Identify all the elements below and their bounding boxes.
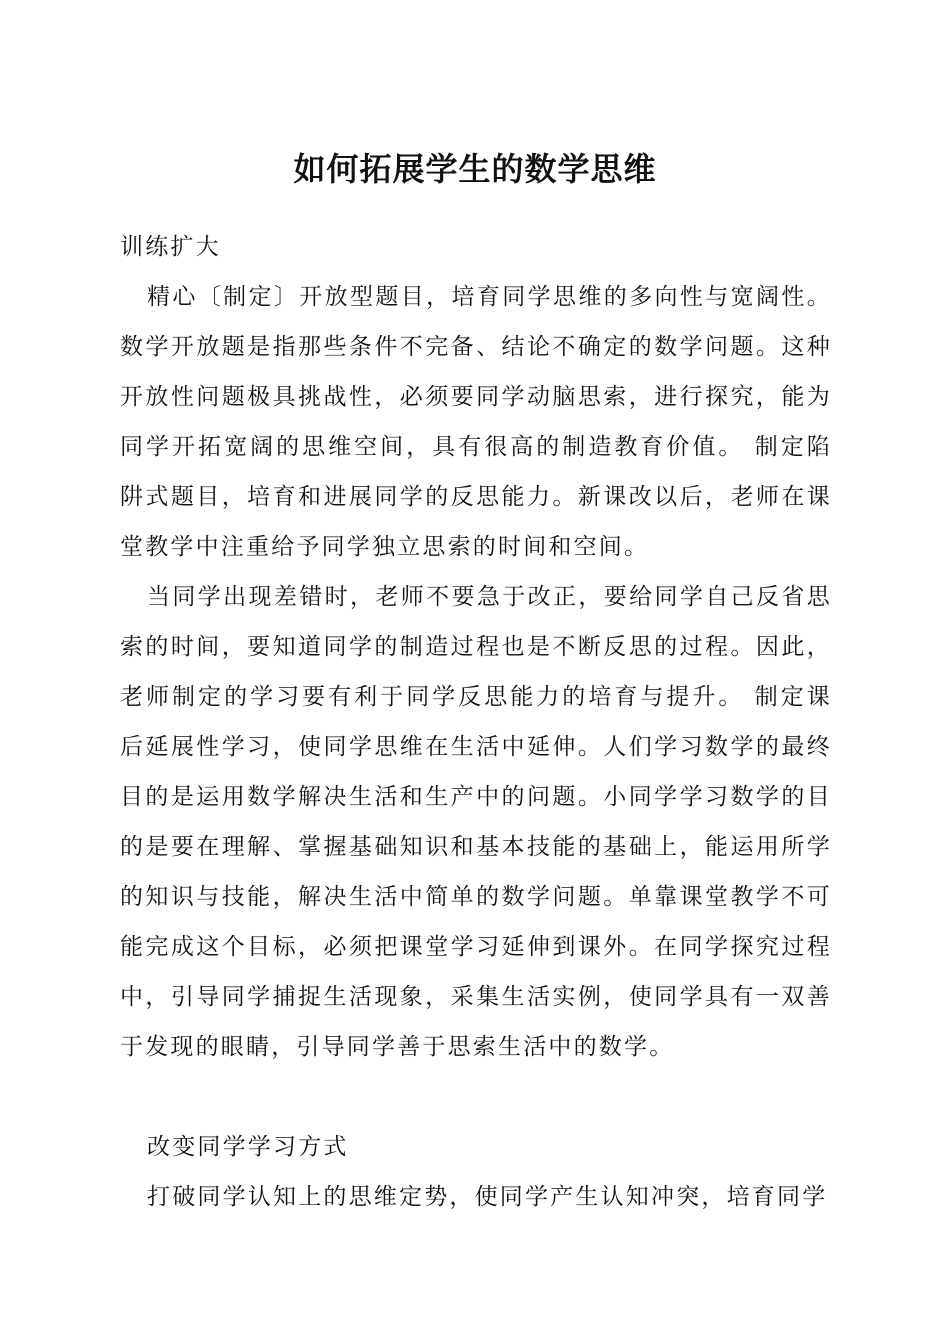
paragraph-1: 精心〔制定〕开放型题目，培育同学思维的多向性与宽阔性。数学开放题是指那些条件不完备、结论不确定的数学问题。这种开放性问题极具挑战性，必须要同学动脑思索，进行探究，能为同学开拓宽阔的思维空间，具有很高的制造教育价值。 制定陷阱式题目，培育和进展同学的反思能力。新课改以后，老师在课堂教学中注重给予同学独立思索的时间和空间。 [120,284,832,560]
section-heading-2: 改变同学学习方式 [147,1134,349,1160]
paragraph-3: 打破同学认知上的思维定势，使同学产生认知冲突，培育同学 [147,1184,828,1210]
document-body [120,222,832,1222]
section-heading-1: 训练扩大 [120,234,221,260]
paragraph-spacer [120,1072,832,1122]
document-title: 如何拓展学生的数学思维 [293,150,657,188]
paragraph-2: 当同学出现差错时，老师不要急于改正，要给同学自己反省思索的时间，要知道同学的制造过程也是不断反思的过程。因此，老师制定的学习要有利于同学反思能力的培育与提升。 制定课后延展性学习，使同学思维在生活中延伸。人们学习数学的最终目的是运用数学解决生活和生产中的问题。小同学学习数学的目的是要在理解、掌握基础知识和基本技能的基础上，能运用所学的知识与技能，解决生活中简单的数学问题。单靠课堂教学不可能完成这个目标，必须把课堂学习延伸到课外。在同学探究过程中，引导同学捕捉生活现象，采集生活实例，使同学具有一双善于发现的眼睛，引导同学善于思索生活中的数学。 [120,584,832,1060]
